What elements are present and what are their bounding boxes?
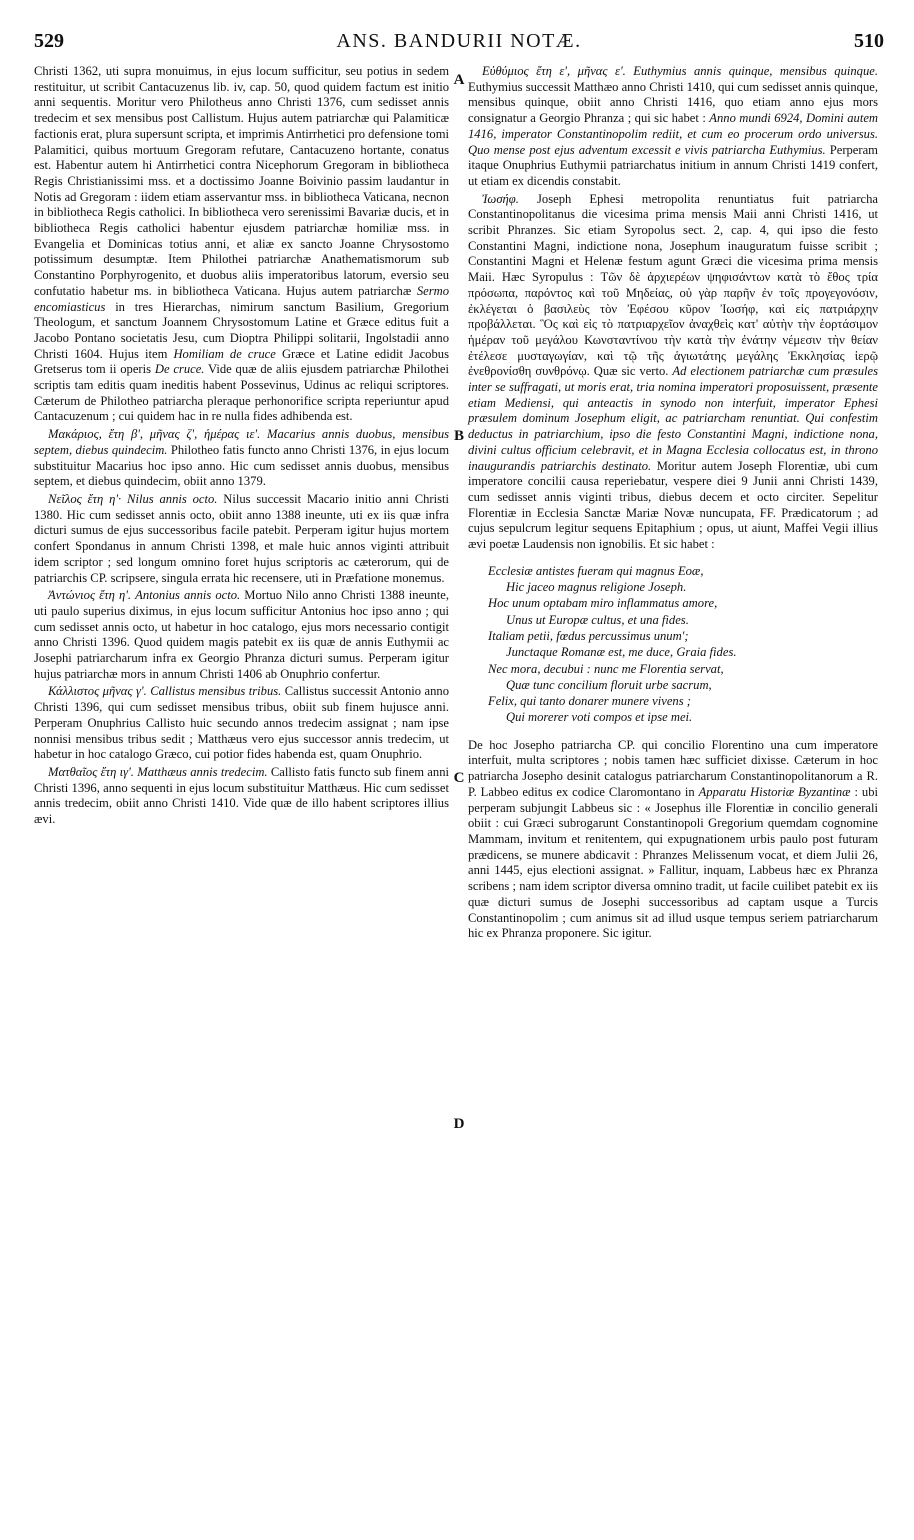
latin-lemma: Antonius annis octo.	[135, 588, 241, 603]
text: in tres Hierarchas, nimirum sanctum Basilium, Gregorium Theologum, et sanctum Joannem Chrysostomum Latine et Græce editus fuit a Jacobo Pontano societatis Jesu, cum Dioptra Philippi solitarii, Ingolstadii anno Christi 1604. Hujus item	[34, 299, 449, 361]
running-title: ANS. BANDURII NOTÆ.	[336, 30, 582, 52]
poem-line: Junctaque Romanæ est, me duce, Graia fides.	[506, 645, 737, 660]
margin-letter-b: B	[453, 428, 464, 444]
text-italic: De cruce.	[154, 362, 205, 377]
paragraph-matthaeus	[34, 765, 449, 828]
text: Mortuo Nilo anno Christi 1388 ineunte, uti paulo superius diximus, in ejus locum sufficitur Antonius hoc ipso anno ; qui cum sedisset annis octo, ut habetur in hoc catalogo, ejus mors necessario contigit anno Christi 1396. Quod quidem magis patebit ex iis quæ de annis Euthymii ac Josephi patriarcharum infra ex Georgio Phranza dicturi sumus. Perperam igitur hujus patriarchæ mors in annum Christi 1406 ab Onuphrio confertur.	[34, 588, 449, 681]
poem-line: Hic jaceo magnus religione Joseph.	[506, 580, 687, 595]
text-italic: Ad electionem patriarchæ cum præsules inter se suffragati, ut moris erat, tria nomina imperatori proposuissent, præsente etiam Mediensi, qui anteactis in synodo non interfuit, imperator Ephesi præsulem dominum Josephum eligit, ac patriarcham renuntiat. Qui confestim deductus in patriarchium, ipso die festo Constantini Magni, indictione nona, divini cultus officium celebravit, et in Magna Ecclesia collocatus est, in throno inaugurandis patriarchis destinato.	[468, 364, 878, 473]
text: Joseph Ephesi metropolita renuntiatus fuit patriarcha Constantinopolitanus die vicesima prima mensis Maii anni Christi 1416, ut scribit Phranzes. Sic etiam Syropolus sect. 2, cap. 4, qui ipso die festo Constantini Magni, indictione nona, Josephum inauguratum fuisse scribit ; Constantini Magni et Helenæ festum agunt Græci die vicesima prima mensis Maii. Hæc Syropulus :	[468, 191, 878, 285]
margin-letter-d: D	[453, 1116, 465, 1132]
text: Christi 1362, uti supra monuimus, in ejus locum sufficitur, seu potius in sedem restituitur, ut scribit Cantacuzenus lib. iv, cap. 50, quod quidem factum est initio anni sequentis. Moritur vero Philotheus anno Christi 1376, cum sedisset annis tredecim et sex mensibus post Callistum. Hujus autem patriarchæ qui Palamiticæ factionis erat, plura supersunt scripta, et imprimis Antirrhetici pro defensione tomi Palamitici, quibus mortuum Gregoram refutare, Cantacuzeno hortante, conatus est. Habentur autem hi Antirrhetici contra Nicephorum Gregoram in bibliotheca Regis Christianissimi mss. et a doctissimo Joanne Boivinio passim laudantur in Notis ad Gregoram : iidem etiam asservantur mss. in bibliotheca Vaticana, necnon in bibliotheca Regis catholici. In bibliotheca vero serenissimi Bavariæ ducis, et in bibliotheca Regis catholici habentur ejusdem patriarchæ homiliæ mss. in Evangelia et Dominicas totius anni, et aliæ ex sancto Joanne Chrysostomo potissimum desumptæ. Item Philothei patriarchæ Anathematismorum sub Constantino Porphyrogenito, et duobus aliis imperatoribus latorum, eversio seu confutatio habetur ms. in bibliotheca Vaticana. Hujus autem patriarchæ	[34, 64, 449, 298]
page-number-left: 529	[34, 30, 64, 52]
page-number-right: 510	[854, 30, 884, 52]
greek-quotation: Τῶν δὲ ἀρχιερέων ψηφισάντων κατὰ τὸ ἔθος τρία πρόσωπα, παρόντος καὶ τοῦ Μηδείας, οὐ γὰρ παρῆν ἐν τοῖς προγεγονόσιν, ἐκλέγεται ὁ βασιλεὺς τὸν Ἐφέσου κῦρον Ἰωσήφ, καὶ εἰς πατριάρχην προβάλλεται. Ὃς καὶ εἰς τὸ πατριαρχεῖον ἀναχθεὶς κατ' αὐτὴν τὴν ἑορτάσιμον ἡμέραν τοῦ μεγάλου Κωνσταντίνου τὴν κατὰ τὴν ἐνάτην νέμεσιν τὴν θείαν ἐτέλεσε μυσταγωγίαν, καὶ τῷ τῆς ἁγιωτάτης μεγάλης Ἐκκλησίας ἱερῷ ἐνεθρονίσθη συνθρόνῳ.	[468, 270, 878, 379]
paragraph-macarius	[34, 427, 449, 490]
poem-line: Quæ tunc concilium floruit urbe sacrum,	[506, 677, 712, 692]
text-italic: Homiliam de cruce	[173, 346, 276, 361]
text: Perperam itaque Onuphrius Euthymii patriarchatus initium in annum Christi 1419 confert, ut etiam ex dicendis constabit.	[468, 142, 878, 188]
paragraph-joseph	[468, 192, 878, 553]
text: Græce et Latine edidit Jacobus Gretserus tom ii operis	[34, 346, 449, 377]
poem-line: Unus ut Europæ cultus, et una fides.	[506, 612, 689, 627]
paragraph-callistus	[34, 684, 449, 763]
paragraph-antonius	[34, 588, 449, 682]
text: Quæ sic verto.	[593, 364, 669, 379]
greek-lemma: Κάλλιστος μῆνας γ'.	[48, 684, 147, 699]
epitaph-poem	[488, 563, 878, 726]
greek-lemma: Ματθαῖος ἔτη ιγ'.	[48, 764, 134, 779]
poem-line: Felix, qui tanto donarer munere vivens ;	[488, 694, 691, 709]
text: Callisto fatis functo sub finem anni Christi 1396, anno sequenti in ejus locum substituitur Matthæus. Hic cum sedisset annis tredecim, obiit anno Christi 1410. Vide quæ de illo habent scriptores illius ævi.	[34, 764, 449, 827]
right-column	[468, 64, 878, 942]
text-italic: Apparatu Historiæ Byzantinæ	[698, 784, 851, 799]
text: Philotheo fatis functo anno Christi 1376, in ejus locum substituitur Macarius hoc ipso anno. Hic cum sedisset annis duobus, mensibus septem, et diebus quindecim, obiit anno 1379.	[34, 442, 449, 489]
latin-lemma: Matthæus annis tredecim.	[137, 764, 268, 779]
text: Moritur autem Joseph Florentiæ, ubi cum imperatore concilii causa reperiebatur, vespere diei 9 Junii anni Christi 1439, cum sedisset annis viginti tribus, diebus decem et octo circiter. Sepelitur Florentiæ in Ecclesia Sanctæ Mariæ Novæ nuncupata, FF. Prædicatorum ; ad cujus sepulcrum legitur sequens Epitaphium ; opus, ut aiunt, Maffei Vegii illius ævi poetæ Laudensis non ignobilis. Et sic habet :	[468, 458, 878, 552]
paragraph-conclusion	[468, 738, 878, 942]
paragraph-euthymius	[468, 64, 878, 190]
paragraph-nilus	[34, 492, 449, 586]
greek-lemma: Ἰωσήφ.	[482, 191, 519, 206]
greek-lemma: Μακάριος, ἔτη β', μῆνας ζ', ἡμέρας ιε'.	[48, 427, 261, 442]
latin-lemma: Nilus annis octo.	[127, 491, 218, 506]
poem-line: Hoc unum optabam miro inflammatus amore,	[488, 596, 718, 611]
text: Callistus successit Antonio anno Christi 1396, qui cum sedisset mensibus tribus, obiit sub finem hujusce anni. Perperam Onuphrius Callisto huic secundo annos tredecim assignat ; nam ipse nonnisi mensibus tribus sedit ; Matthæus vero ejus successor annis tredecim, ut habetur in hoc catalogo Græco, cui potior fides habenda est, quam Onuphrio.	[34, 684, 449, 762]
greek-lemma: Ἀντώνιος ἔτη η'.	[48, 588, 132, 603]
running-head	[34, 30, 884, 60]
margin-letter-c: C	[453, 770, 465, 786]
latin-lemma: Euthymius annis quinque, mensibus quinque.	[633, 64, 879, 78]
text: : ubi perperam subjungit Labbeus sic : « Josephus ille Florentiæ in concilio generali obiit : cui Græci subrogarunt Constantinopoli Gregorium quemdam cognomine Mammam, invitum et renitentem, qui expugnationem urbis paulo post futuram prædicens, se munere abdicavit : Phranzes Melissenum vocat, et diem Julii 26, anni 1445, ejus electioni assignat. » Fallitur, inquam, Labbeus hæc ex Phranza scribens ; nam idem scriptor diversa omnino tradit, ut facile cuilibet patebit ex iis quæ dicturi sumus de Josephi successoribus ad captam usque a Turcis Constantinopolim ; cum animus sit ad illud usque tempus seriem patriarcharum hic ex Phranza proponere. Sic igitur.	[468, 784, 879, 941]
margin-letter-a: A	[453, 72, 465, 88]
text: Vide quæ de aliis ejusdem patriarchæ Philothei scriptis tam editis quam ineditis habent Possevinus, Udinus ac reliqui scriptores. Cæterum de Philotheo patriarcha pleraque perhonorifice scripta reperiuntur apud Cantacuzenum ; cui quidem hac in re nulla fides adhibenda est.	[34, 362, 450, 424]
left-column	[34, 64, 449, 828]
poem-line: Nec mora, decubui : nunc me Florentia servat,	[488, 661, 724, 676]
greek-lemma: Εὐθύμιος ἔτη ε', μῆνας ε'.	[482, 64, 626, 78]
text-italic: Sermo encomiasticus	[34, 283, 449, 314]
paragraph-philotheus	[34, 64, 449, 425]
poem-line: Ecclesiæ antistes fueram qui magnus Eoæ,	[488, 563, 704, 578]
text: Euthymius successit Matthæo anno Christi 1410, qui cum sedisset annis quinque, mensibus quinque, obiit anno Christi 1416, quo etiam anno ejus mors consignatur a Georgio Phranza ; qui sic habet :	[468, 79, 878, 126]
text: De hoc Josepho patriarcha CP. qui concilio Florentino una cum imperatore interfuit, multa scriptores ; nobis tamen hæc sufficiet dixisse. Cæterum in hoc patriarcha Josepho desinit catalogus patriarcharum Constantinopolitanorum a R. P. Labbeo editus ex codice Claromontano in	[468, 737, 878, 799]
text: Nilus successit Macario initio anni Christi 1380. Hic cum sedisset annis octo, obiit anno 1388 ineunte, uti ex iis quæ infra dicturi sumus de ejus successoribus facile patebit. Perperam igitur hujus mortem confert Spondanus in annum Christi 1398, et male huic annos viginti attribuit idem scriptor ; sed longum omnino foret hujus scriptoris ac cæterorum, qui de patriarchis CP. scripsere, singula errata hic recensere, uti in Præfatione monemus.	[34, 491, 450, 585]
greek-lemma: Νεῖλος ἔτη η'·	[48, 491, 122, 506]
poem-line: Italiam petii, fœdus percussimus unum';	[488, 628, 689, 643]
poem-line: Qui morerer voti compos et ipse mei.	[506, 710, 693, 725]
latin-lemma: Macarius annis duobus, mensibus septem, diebus quindecim.	[34, 427, 450, 457]
text-italic: Anno mundi 6924, Domini autem 1416, imperator Constantinopolim rediit, et cum eo procerum ordo universus. Quo mense post ejus adventum excessit e vivis patriarcha Euthymius.	[468, 111, 879, 157]
latin-lemma: Callistus mensibus tribus.	[150, 684, 282, 699]
